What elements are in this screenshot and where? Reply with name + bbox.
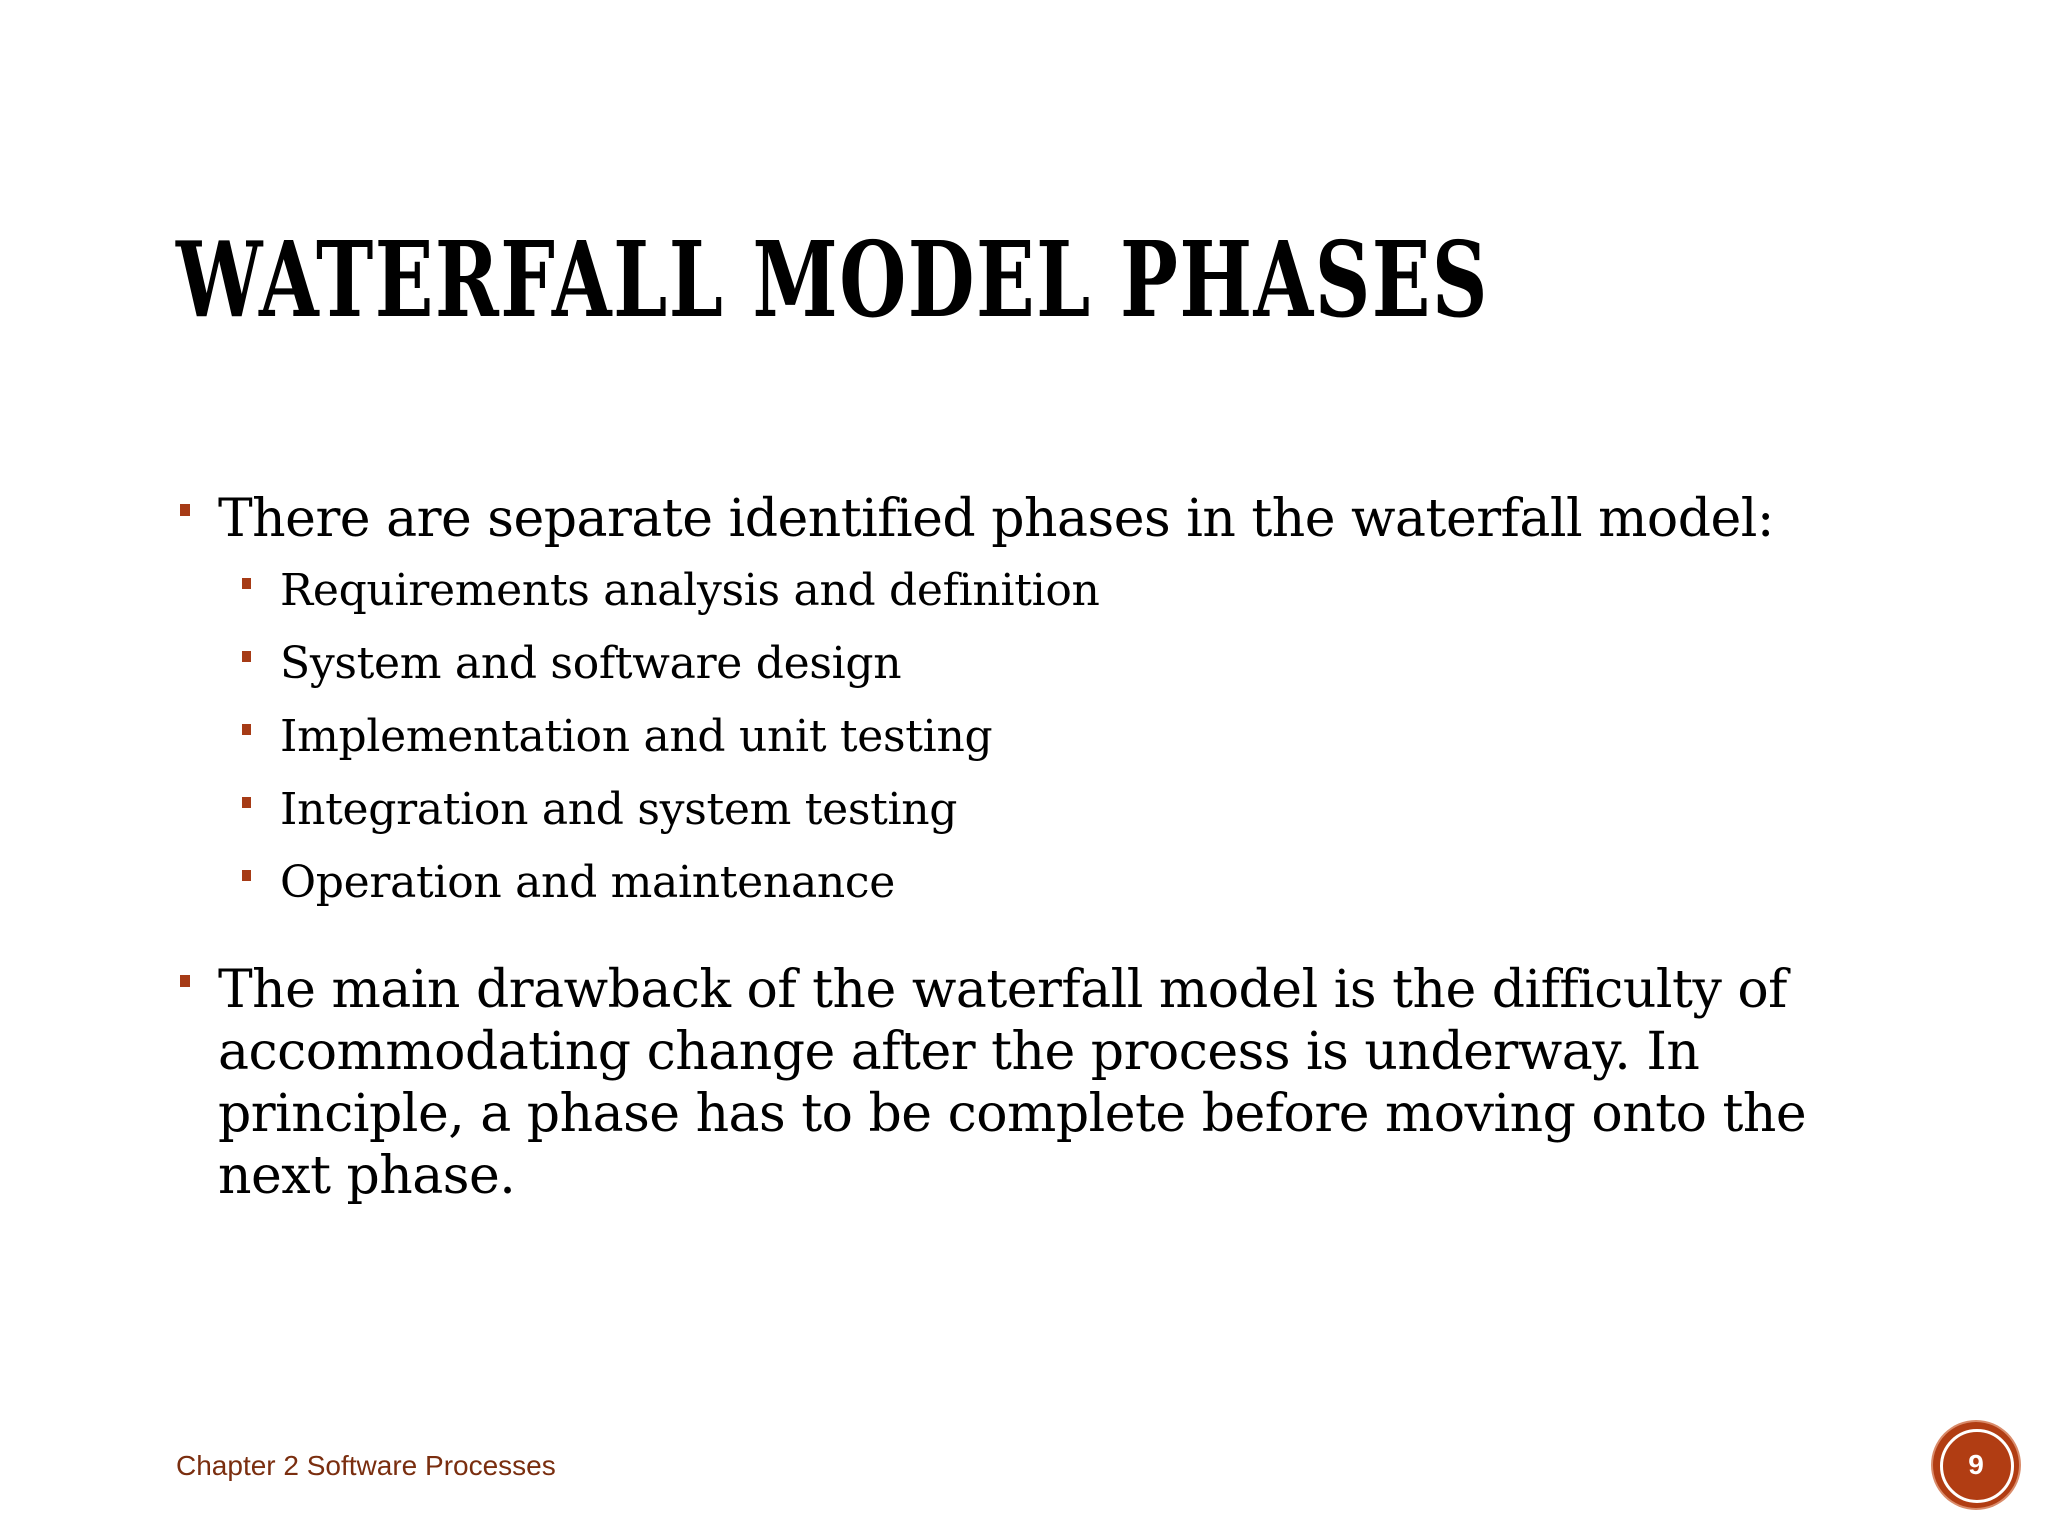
sub-bullet-item xyxy=(176,773,1876,846)
sub-bullet-text: Integration and system testing xyxy=(280,784,958,835)
sub-bullet-item xyxy=(176,700,1876,773)
bullet-text: The main drawback of the waterfall model is the difficulty of accommodating change after the process is underway. In principle, a phase has to be complete before moving onto the next phase. xyxy=(218,960,1807,1206)
sub-bullet-text: Implementation and unit testing xyxy=(280,711,993,762)
slide-title: WATERFALL MODEL PHASES xyxy=(176,218,1489,341)
page-number-badge xyxy=(1933,1422,2019,1508)
bullet-item xyxy=(176,488,1876,550)
slide-footer: Chapter 2 Software Processes xyxy=(176,1450,556,1481)
sub-bullet-text: System and software design xyxy=(280,638,902,689)
sub-bullet-text: Requirements analysis and definition xyxy=(280,565,1100,616)
square-bullet-icon xyxy=(242,870,251,881)
square-bullet-icon xyxy=(242,578,251,589)
sub-bullet-text: Operation and maintenance xyxy=(280,857,896,908)
sub-bullet-item xyxy=(176,554,1876,627)
sub-bullet-item xyxy=(176,627,1876,700)
square-bullet-icon xyxy=(242,651,251,662)
slide-body xyxy=(176,488,1876,1207)
bullet-text: There are separate identified phases in the waterfall model: xyxy=(218,489,1774,549)
page-number: 9 xyxy=(1968,1449,1984,1480)
square-bullet-icon xyxy=(180,504,190,516)
square-bullet-icon xyxy=(242,724,251,735)
bullet-item xyxy=(176,959,1876,1207)
square-bullet-icon xyxy=(242,797,251,808)
square-bullet-icon xyxy=(180,975,190,987)
sub-bullet-item xyxy=(176,846,1876,919)
